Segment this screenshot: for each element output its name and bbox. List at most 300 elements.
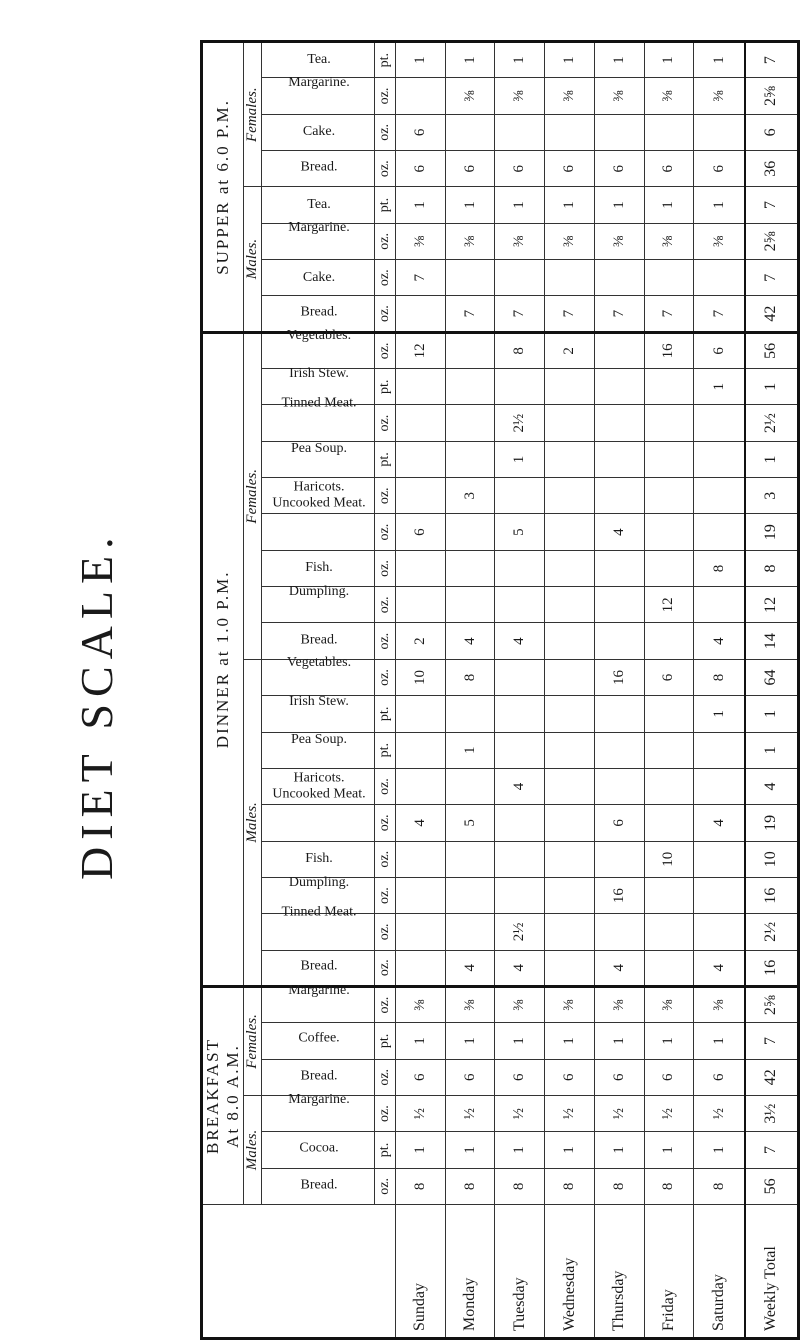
ration-cell bbox=[594, 696, 644, 732]
day-name: Sunday bbox=[396, 1205, 446, 1339]
ration-cell: 6 bbox=[396, 1059, 446, 1095]
ration-cell bbox=[545, 550, 595, 586]
ration-cell: 6 bbox=[396, 114, 446, 150]
ration-cell: ⅜ bbox=[396, 986, 446, 1022]
ration-cell bbox=[495, 587, 545, 623]
weekly-total-row bbox=[745, 42, 799, 1339]
ration-cell: ½ bbox=[644, 1095, 694, 1131]
ration-cell: 6 bbox=[545, 1059, 595, 1095]
ration-cell: 16 bbox=[745, 950, 799, 986]
ration-cell: ⅜ bbox=[495, 78, 545, 114]
ration-cell: 1 bbox=[396, 1132, 446, 1168]
unit-cell: oz. bbox=[375, 1059, 396, 1095]
ration-cell: 3 bbox=[445, 478, 495, 514]
ration-cell bbox=[495, 805, 545, 841]
ration-cell: 7 bbox=[396, 260, 446, 296]
ration-cell: ½ bbox=[445, 1095, 495, 1131]
day-name: Tuesday bbox=[495, 1205, 545, 1339]
ration-cell: 1 bbox=[745, 696, 799, 732]
ration-cell bbox=[445, 877, 495, 913]
column-header-label: Bread. bbox=[300, 632, 337, 648]
diet-scale-table bbox=[200, 40, 800, 1340]
ration-cell: 19 bbox=[745, 514, 799, 550]
ration-cell bbox=[545, 805, 595, 841]
ration-cell: 1 bbox=[445, 42, 495, 78]
ration-cell: 16 bbox=[745, 877, 799, 913]
ration-cell bbox=[644, 369, 694, 405]
ration-cell: 12 bbox=[644, 587, 694, 623]
column-header-label: Cake. bbox=[302, 124, 335, 140]
corner-cell bbox=[202, 1205, 396, 1339]
ration-cell: 16 bbox=[594, 877, 644, 913]
sex-header-dn_f: Females. bbox=[244, 332, 262, 659]
ration-cell: 2⅝ bbox=[745, 223, 799, 259]
ration-cell bbox=[396, 914, 446, 950]
ration-cell bbox=[545, 841, 595, 877]
meal-time: At 8.0 A.M. bbox=[223, 1044, 242, 1148]
ration-cell: 5 bbox=[495, 514, 545, 550]
ration-cell bbox=[644, 805, 694, 841]
ration-cell: 6 bbox=[644, 1059, 694, 1095]
ration-cell: 8 bbox=[594, 1168, 644, 1204]
ration-cell: 4 bbox=[694, 805, 745, 841]
ration-cell bbox=[545, 441, 595, 477]
ration-cell bbox=[396, 950, 446, 986]
ration-cell: ⅜ bbox=[495, 986, 545, 1022]
ration-cell bbox=[445, 369, 495, 405]
unit-cell: pt. bbox=[375, 42, 396, 78]
column-header-label: Tea. bbox=[306, 197, 331, 213]
column-header-label: Pea Soup. bbox=[290, 441, 347, 457]
unit-cell: oz. bbox=[375, 950, 396, 986]
column-header bbox=[262, 950, 375, 986]
sex-header-bf_f: Females. bbox=[244, 986, 262, 1095]
column-header-label: Bread. bbox=[300, 958, 337, 974]
ration-cell bbox=[545, 696, 595, 732]
ration-cell: 42 bbox=[745, 1059, 799, 1095]
unit-cell: oz. bbox=[375, 550, 396, 586]
column-header-label: Vegetables. bbox=[286, 328, 351, 344]
ration-cell bbox=[396, 696, 446, 732]
ration-cell: 4 bbox=[594, 514, 644, 550]
ration-cell bbox=[545, 914, 595, 950]
column-header-label: Irish Stew. bbox=[288, 693, 349, 709]
ration-cell bbox=[694, 441, 745, 477]
ration-cell bbox=[694, 914, 745, 950]
column-header bbox=[262, 785, 375, 841]
column-header-label: Cake. bbox=[302, 269, 335, 285]
ration-cell bbox=[396, 768, 446, 804]
ration-cell: 8 bbox=[495, 1168, 545, 1204]
ration-cell bbox=[445, 914, 495, 950]
ration-cell: 1 bbox=[495, 1132, 545, 1168]
ration-cell bbox=[545, 514, 595, 550]
ration-cell: 10 bbox=[396, 659, 446, 695]
ration-cell: 6 bbox=[694, 332, 745, 368]
ration-cell: 1 bbox=[495, 441, 545, 477]
ration-cell bbox=[396, 441, 446, 477]
column-header-label: Uncooked Meat. bbox=[271, 785, 366, 801]
ration-cell: 1 bbox=[594, 1023, 644, 1059]
ration-cell: 6 bbox=[396, 151, 446, 187]
ration-cell: 14 bbox=[745, 623, 799, 659]
ration-cell bbox=[594, 260, 644, 296]
ration-cell: 1 bbox=[694, 187, 745, 223]
ration-cell: 1 bbox=[745, 732, 799, 768]
ration-cell: 6 bbox=[594, 805, 644, 841]
ration-cell: 19 bbox=[745, 805, 799, 841]
ration-cell bbox=[545, 877, 595, 913]
ration-cell bbox=[694, 514, 745, 550]
meal-label: DINNER at 1.0 P.M. bbox=[213, 570, 232, 749]
ration-cell: 4 bbox=[495, 623, 545, 659]
ration-cell: ⅜ bbox=[594, 223, 644, 259]
ration-cell: 1 bbox=[396, 42, 446, 78]
ration-cell bbox=[694, 841, 745, 877]
ration-cell: 64 bbox=[745, 659, 799, 695]
ration-cell bbox=[445, 696, 495, 732]
ration-cell: 4 bbox=[745, 768, 799, 804]
ration-cell: 1 bbox=[644, 1132, 694, 1168]
ration-cell: 7 bbox=[594, 296, 644, 332]
ration-cell: ½ bbox=[495, 1095, 545, 1131]
column-header-label: Margarine. bbox=[287, 220, 350, 236]
ration-cell: ⅜ bbox=[445, 78, 495, 114]
unit-cell: oz. bbox=[375, 914, 396, 950]
ration-cell bbox=[644, 914, 694, 950]
column-header bbox=[262, 151, 375, 187]
ration-cell: ⅜ bbox=[644, 78, 694, 114]
ration-cell bbox=[594, 841, 644, 877]
ration-cell: 2½ bbox=[495, 914, 545, 950]
ration-cell: 7 bbox=[745, 1023, 799, 1059]
ration-cell bbox=[644, 696, 694, 732]
ration-cell: 1 bbox=[594, 187, 644, 223]
day-name: Saturday bbox=[694, 1205, 745, 1339]
ration-cell: 16 bbox=[644, 332, 694, 368]
ration-cell: 8 bbox=[495, 332, 545, 368]
ration-cell bbox=[644, 114, 694, 150]
ration-cell bbox=[694, 587, 745, 623]
column-header-label: Bread. bbox=[300, 1068, 337, 1084]
ration-cell: 12 bbox=[396, 332, 446, 368]
ration-cell: 1 bbox=[644, 1023, 694, 1059]
ration-cell: ½ bbox=[545, 1095, 595, 1131]
ration-cell bbox=[396, 369, 446, 405]
column-header-label: Uncooked Meat. bbox=[271, 495, 366, 511]
ration-cell: 3 bbox=[745, 478, 799, 514]
sex-header-dn_m: Males. bbox=[244, 659, 262, 986]
ration-cell: 56 bbox=[745, 332, 799, 368]
ration-cell bbox=[495, 260, 545, 296]
ration-cell: 8 bbox=[445, 1168, 495, 1204]
ration-cell: 1 bbox=[594, 42, 644, 78]
ration-cell bbox=[694, 877, 745, 913]
ration-cell: 6 bbox=[745, 114, 799, 150]
unit-cell: pt. bbox=[375, 187, 396, 223]
ration-cell bbox=[495, 478, 545, 514]
ration-cell bbox=[495, 659, 545, 695]
ration-cell bbox=[594, 478, 644, 514]
column-header bbox=[262, 983, 375, 1022]
column-header-label: Haricots. bbox=[293, 480, 344, 495]
ration-cell bbox=[545, 623, 595, 659]
ration-cell bbox=[396, 296, 446, 332]
ration-cell: 1 bbox=[445, 1132, 495, 1168]
ration-cell: ½ bbox=[396, 1095, 446, 1131]
column-header-label: Dumpling. bbox=[288, 584, 349, 600]
column-header bbox=[262, 42, 375, 78]
unit-cell: oz. bbox=[375, 877, 396, 913]
unit-cell: pt. bbox=[375, 369, 396, 405]
ration-cell: ⅜ bbox=[445, 223, 495, 259]
day-row bbox=[644, 42, 694, 1339]
ration-cell: 1 bbox=[445, 1023, 495, 1059]
column-header-label: Tea. bbox=[306, 52, 331, 68]
ration-cell: 7 bbox=[745, 187, 799, 223]
column-header-label: Cocoa. bbox=[298, 1140, 339, 1156]
ration-cell: 8 bbox=[694, 550, 745, 586]
ration-cell: 6 bbox=[445, 1059, 495, 1095]
unit-cell: pt. bbox=[375, 696, 396, 732]
ration-cell: ⅜ bbox=[694, 78, 745, 114]
ration-cell: 2½ bbox=[745, 405, 799, 441]
ration-cell: 4 bbox=[694, 623, 745, 659]
ration-cell bbox=[445, 768, 495, 804]
ration-cell bbox=[396, 877, 446, 913]
sex-header-sp_f: Females. bbox=[244, 42, 262, 187]
ration-cell bbox=[545, 768, 595, 804]
weekly-total-label: Weekly Total bbox=[745, 1205, 799, 1339]
diet-table-wrapper bbox=[200, 40, 800, 1340]
ration-cell bbox=[495, 877, 545, 913]
ration-cell: 1 bbox=[445, 187, 495, 223]
ration-cell: 12 bbox=[745, 587, 799, 623]
column-header bbox=[262, 74, 375, 114]
column-header bbox=[262, 114, 375, 150]
day-row bbox=[694, 42, 745, 1339]
column-header bbox=[262, 441, 375, 477]
ration-cell bbox=[445, 514, 495, 550]
day-row bbox=[545, 42, 595, 1339]
ration-cell bbox=[495, 732, 545, 768]
column-header-label: Irish Stew. bbox=[288, 366, 349, 382]
ration-cell: 6 bbox=[694, 1059, 745, 1095]
ration-cell bbox=[644, 478, 694, 514]
column-header-label: Margarine. bbox=[287, 1092, 350, 1108]
column-header bbox=[262, 220, 375, 259]
ration-cell: 8 bbox=[396, 1168, 446, 1204]
ration-cell: 7 bbox=[445, 296, 495, 332]
column-header-label: Bread. bbox=[300, 1177, 337, 1193]
ration-cell: 7 bbox=[495, 296, 545, 332]
ration-cell: 7 bbox=[745, 1132, 799, 1168]
column-header bbox=[262, 1023, 375, 1059]
ration-cell: 7 bbox=[745, 42, 799, 78]
ration-cell: 7 bbox=[644, 296, 694, 332]
ration-cell: 6 bbox=[495, 1059, 545, 1095]
sex-header-bf_m: Males. bbox=[244, 1095, 262, 1204]
ration-cell bbox=[594, 768, 644, 804]
sex-header-row bbox=[244, 42, 262, 1339]
ration-cell: ½ bbox=[594, 1095, 644, 1131]
column-header-label: Pea Soup. bbox=[290, 731, 347, 747]
ration-cell bbox=[396, 405, 446, 441]
ration-cell: 1 bbox=[545, 1023, 595, 1059]
ration-cell: 6 bbox=[545, 151, 595, 187]
ration-cell bbox=[545, 260, 595, 296]
column-header bbox=[262, 550, 375, 586]
ration-cell bbox=[594, 369, 644, 405]
ration-cell bbox=[644, 877, 694, 913]
ration-cell: 5 bbox=[445, 805, 495, 841]
ration-cell bbox=[644, 732, 694, 768]
ration-cell: ⅜ bbox=[396, 223, 446, 259]
unit-cell: oz. bbox=[375, 514, 396, 550]
unit-cell: oz. bbox=[375, 114, 396, 150]
ration-cell: 4 bbox=[495, 950, 545, 986]
ration-cell bbox=[644, 623, 694, 659]
column-header-label: Vegetables. bbox=[286, 655, 351, 671]
day-name: Thursday bbox=[594, 1205, 644, 1339]
ration-cell bbox=[594, 732, 644, 768]
ration-cell bbox=[644, 514, 694, 550]
ration-cell bbox=[396, 841, 446, 877]
ration-cell: 6 bbox=[396, 514, 446, 550]
unit-cell: oz. bbox=[375, 1095, 396, 1131]
ration-cell: ⅜ bbox=[644, 223, 694, 259]
ration-cell bbox=[545, 659, 595, 695]
day-name: Monday bbox=[445, 1205, 495, 1339]
ration-cell bbox=[495, 841, 545, 877]
ration-cell bbox=[594, 441, 644, 477]
ration-cell bbox=[545, 114, 595, 150]
ration-cell bbox=[445, 114, 495, 150]
ration-cell bbox=[594, 332, 644, 368]
ration-cell bbox=[495, 550, 545, 586]
unit-cell: pt. bbox=[375, 1132, 396, 1168]
ration-cell bbox=[545, 369, 595, 405]
meal-header-row bbox=[202, 42, 244, 1339]
sex-header-sp_m: Males. bbox=[244, 187, 262, 332]
ration-cell: 10 bbox=[745, 841, 799, 877]
unit-cell: oz. bbox=[375, 805, 396, 841]
ration-cell bbox=[445, 260, 495, 296]
column-header-label: Tinned Meat. bbox=[281, 395, 356, 411]
ration-cell bbox=[495, 369, 545, 405]
ration-cell: 8 bbox=[694, 659, 745, 695]
unit-cell: oz. bbox=[375, 478, 396, 514]
column-header bbox=[262, 260, 375, 296]
ration-cell: 6 bbox=[644, 659, 694, 695]
ration-cell: 8 bbox=[545, 1168, 595, 1204]
page-title: DIET SCALE. bbox=[71, 530, 122, 880]
ration-cell bbox=[694, 114, 745, 150]
column-header bbox=[262, 841, 375, 877]
ration-cell bbox=[545, 732, 595, 768]
ration-cell: 2½ bbox=[495, 405, 545, 441]
ration-cell: 10 bbox=[644, 841, 694, 877]
ration-cell bbox=[594, 914, 644, 950]
ration-cell: 1 bbox=[495, 1023, 545, 1059]
ration-cell bbox=[445, 405, 495, 441]
ration-cell: 8 bbox=[445, 659, 495, 695]
meal-group-1 bbox=[202, 332, 244, 986]
unit-cell: oz. bbox=[375, 986, 396, 1022]
ration-cell: 56 bbox=[745, 1168, 799, 1204]
ration-cell: 16 bbox=[594, 659, 644, 695]
unit-cell: oz. bbox=[375, 332, 396, 368]
column-header-label: Margarine. bbox=[287, 74, 350, 90]
column-header-label: Tinned Meat. bbox=[281, 904, 356, 920]
column-header bbox=[262, 1092, 375, 1131]
ration-cell: ⅜ bbox=[694, 986, 745, 1022]
ration-cell: 8 bbox=[694, 1168, 745, 1204]
ration-cell bbox=[644, 405, 694, 441]
ration-cell: ⅜ bbox=[545, 986, 595, 1022]
column-header bbox=[262, 296, 375, 332]
ration-cell: 4 bbox=[396, 805, 446, 841]
ration-cell: 4 bbox=[694, 950, 745, 986]
ration-cell: 2⅝ bbox=[745, 986, 799, 1022]
ration-cell: 1 bbox=[545, 42, 595, 78]
column-header bbox=[262, 395, 375, 441]
ration-cell bbox=[694, 768, 745, 804]
ration-cell bbox=[594, 405, 644, 441]
ration-cell: 1 bbox=[495, 187, 545, 223]
column-header-label: Margarine. bbox=[287, 983, 350, 999]
column-header-row bbox=[262, 42, 375, 1339]
ration-cell: 6 bbox=[594, 151, 644, 187]
ration-cell: ⅜ bbox=[644, 986, 694, 1022]
day-name: Wednesday bbox=[545, 1205, 595, 1339]
ration-cell bbox=[694, 260, 745, 296]
ration-cell: ½ bbox=[694, 1095, 745, 1131]
ration-cell: 1 bbox=[594, 1132, 644, 1168]
column-header bbox=[262, 1132, 375, 1168]
unit-cell: pt. bbox=[375, 1023, 396, 1059]
unit-cell: pt. bbox=[375, 441, 396, 477]
ration-cell bbox=[694, 732, 745, 768]
unit-cell: oz. bbox=[375, 260, 396, 296]
ration-cell: ⅜ bbox=[694, 223, 745, 259]
ration-cell bbox=[396, 587, 446, 623]
ration-cell bbox=[495, 114, 545, 150]
ration-cell: 2 bbox=[396, 623, 446, 659]
ration-cell bbox=[396, 732, 446, 768]
day-row bbox=[594, 42, 644, 1339]
column-header bbox=[262, 1059, 375, 1095]
unit-cell: oz. bbox=[375, 768, 396, 804]
ration-cell: 1 bbox=[694, 42, 745, 78]
ration-cell: ⅜ bbox=[594, 986, 644, 1022]
column-header-label: Haricots. bbox=[293, 770, 344, 786]
unit-cell: oz. bbox=[375, 151, 396, 187]
ration-cell bbox=[545, 478, 595, 514]
column-header bbox=[262, 328, 375, 368]
column-header-label: Bread. bbox=[300, 159, 337, 175]
ration-cell: 1 bbox=[694, 369, 745, 405]
ration-cell bbox=[594, 587, 644, 623]
ration-cell: 1 bbox=[445, 732, 495, 768]
meal-label: BREAKFAST bbox=[203, 1038, 222, 1154]
ration-cell bbox=[445, 841, 495, 877]
ration-cell: 1 bbox=[694, 1023, 745, 1059]
ration-cell: 42 bbox=[745, 296, 799, 332]
day-row bbox=[495, 42, 545, 1339]
column-header-label: Fish. bbox=[304, 851, 333, 867]
ration-cell bbox=[545, 587, 595, 623]
